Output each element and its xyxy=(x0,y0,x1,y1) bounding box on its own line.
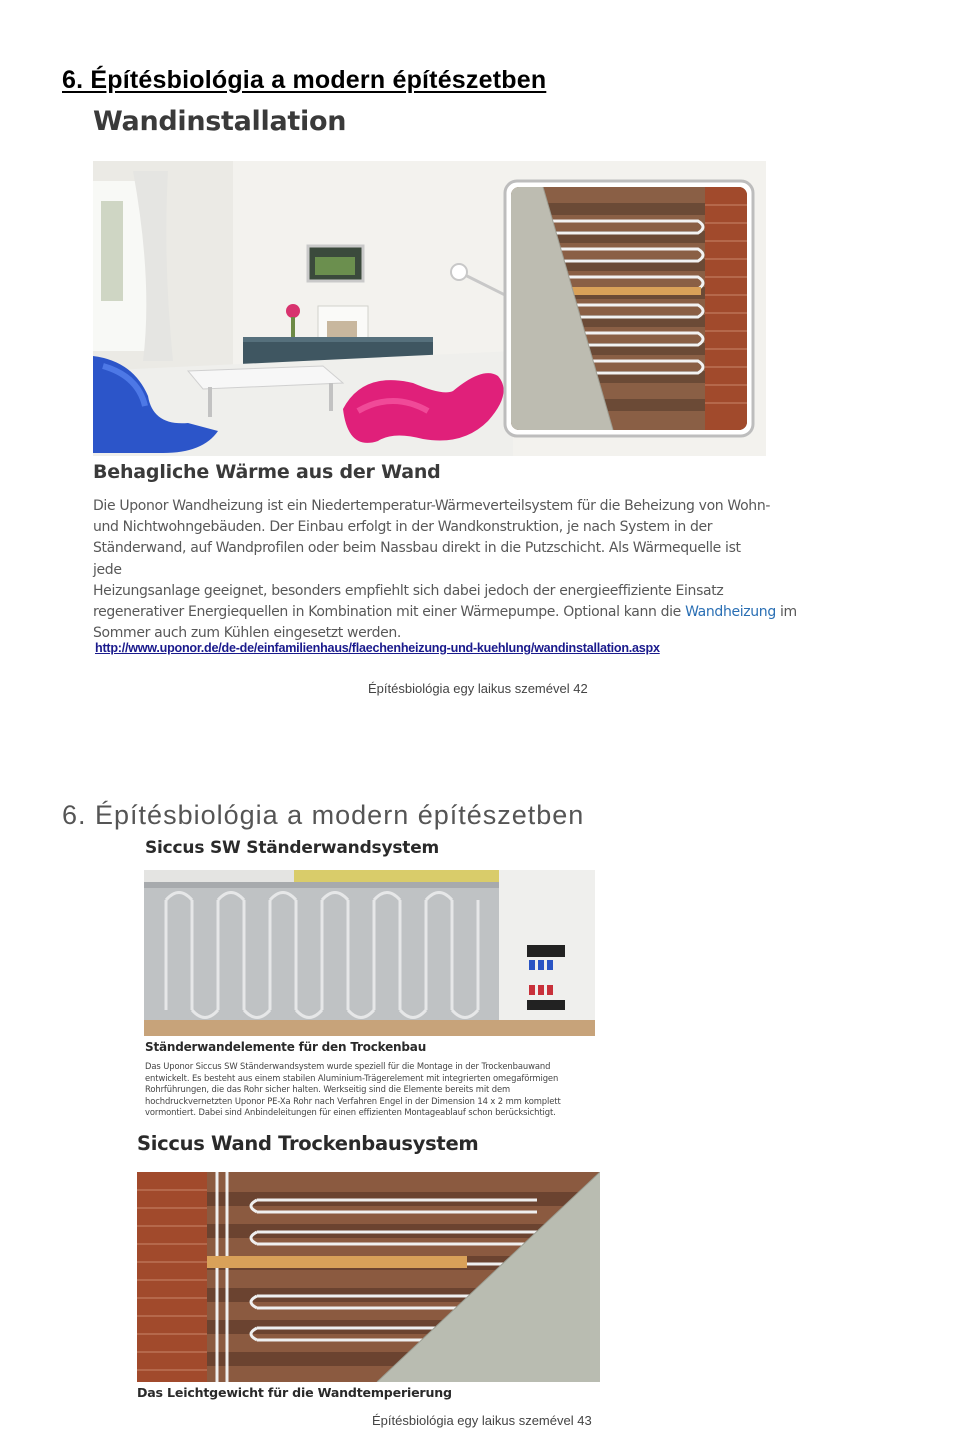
slide1-title: 6. Építésbiológia a modern építészetben xyxy=(62,66,547,94)
slide2-title: 6. Építésbiológia a modern építészetben xyxy=(62,800,585,830)
slide1-body-text xyxy=(93,496,797,644)
body-line: vormontiert. Dabei sind Anbindeleitungen für einen effizienten Montageablauf schon berücksichtigt. xyxy=(145,1107,556,1118)
staenderwand-subheading: Ständerwandelemente für den Trockenbau xyxy=(145,1040,427,1054)
body-line: Heizungsanlage geeignet, besonders empfiehlt sich dabei jedoch der energieeffiziente Einsatz xyxy=(93,582,724,599)
slide1-subheading: Behagliche Wärme aus der Wand xyxy=(93,461,441,483)
body-line: Rohrführungen, die das Rohr sicher halten. Werkseitig sind die Elemente bereits mit dem xyxy=(145,1084,511,1095)
leichtgewicht-caption: Das Leichtgewicht für die Wandtemperierung xyxy=(137,1385,452,1400)
source-url-link[interactable]: http://www.uponor.de/de-de/einfamilienhaus/flaechenheizung-und-kuehlung/wandinstallation.aspx xyxy=(95,641,660,655)
body-line: entwickelt. Es besteht aus einem stabilen Aluminium-Trägerelement mit integrierten omegaförmigen xyxy=(145,1072,559,1083)
body-line: Ständerwand, auf Wandprofilen oder beim Nassbau direkt in die Putzschicht. Als Wärmequelle ist jede xyxy=(93,540,741,578)
wandheizung-link[interactable]: Wandheizung xyxy=(685,604,776,621)
body-line xyxy=(93,602,797,623)
drywall-system-cutaway-photo xyxy=(137,1172,600,1382)
slide1-heading: Wandinstallation xyxy=(93,106,347,137)
body-line: und Nichtwohngebäuden. Der Einbau erfolgt in der Wandkonstruktion, je nach System in der xyxy=(93,519,713,536)
stud-wall-system-photo xyxy=(144,870,595,1036)
body-line-text: regenerativer Energiequellen in Kombination mit einer Wärmepumpe. Optional kann die xyxy=(93,604,681,621)
body-line: Sommer auch zum Kühlen eingesetzt werden. xyxy=(93,625,401,642)
body-line: hochdruckvernetzten Uponor PE-Xa Rohr nach Verfahren Engel in der Dimension 14 x 2 mm komplett xyxy=(145,1095,561,1106)
slide1-footer: Építésbiológia egy laikus szemével 42 xyxy=(368,681,588,696)
body-line: Die Uponor Wandheizung ist ein Niedertemperatur-Wärmeverteilsystem für die Beheizung von Wohn- xyxy=(93,498,771,514)
siccus-sw-heading: Siccus SW Ständerwandsystem xyxy=(145,838,440,858)
body-line-tail: im xyxy=(775,604,797,621)
slide2-footer: Építésbiológia egy laikus szemével 43 xyxy=(372,1413,592,1428)
slide2-body-text xyxy=(145,1061,605,1119)
living-room-wall-heating-photo xyxy=(93,161,766,456)
body-line: Das Uponor Siccus SW Ständerwandsystem wurde speziell für die Montage in der Trockenbauwand xyxy=(145,1061,551,1071)
siccus-wand-heading: Siccus Wand Trockenbausystem xyxy=(137,1132,479,1155)
